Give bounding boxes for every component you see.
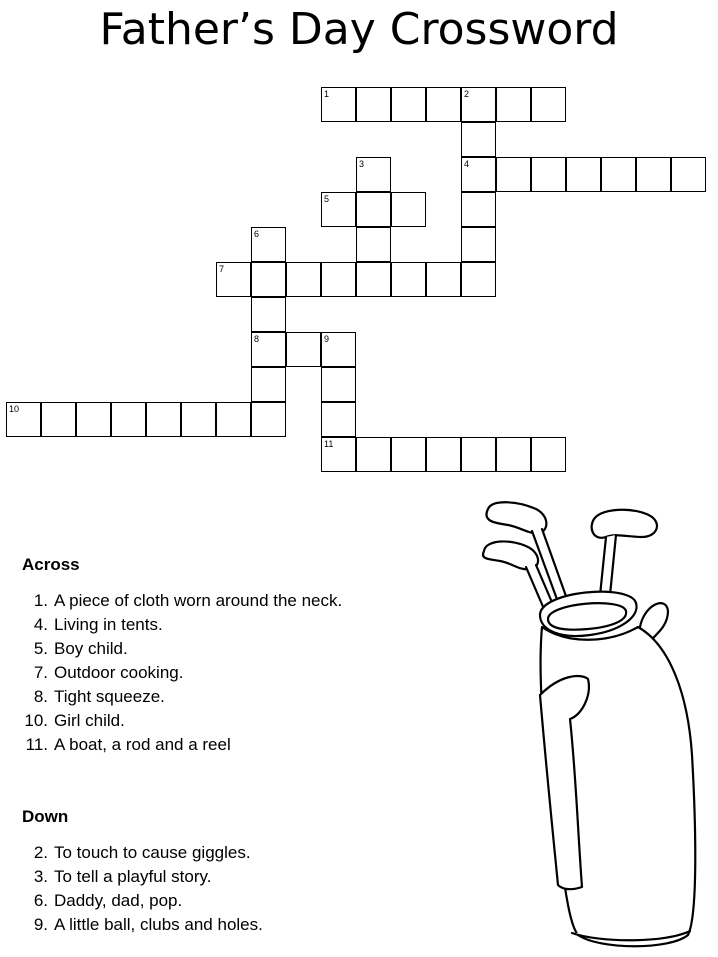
grid-cell[interactable] (461, 227, 496, 262)
clue-number: 10. (24, 711, 48, 730)
down-heading: Down (22, 807, 69, 826)
clue-number: 9 (324, 334, 330, 344)
grid-cell[interactable] (251, 227, 286, 262)
clue-item (8, 915, 263, 935)
clue-item (8, 735, 231, 755)
clue-item (8, 687, 165, 707)
grid-cell[interactable] (356, 157, 391, 192)
grid-cell[interactable] (181, 402, 216, 437)
clue-text: Daddy, dad, pop. (54, 891, 183, 910)
clue-number: 8. (33, 687, 48, 706)
grid-cell[interactable] (356, 192, 391, 227)
clue-text: Outdoor cooking. (54, 663, 184, 682)
grid-cell[interactable] (356, 227, 391, 262)
grid-cell[interactable] (496, 437, 531, 472)
clue-number: 6. (33, 891, 48, 910)
clue-number: 3 (359, 159, 365, 169)
clue-text: A piece of cloth worn around the neck. (54, 591, 343, 610)
clue-item (8, 639, 128, 659)
clue-number: 11. (25, 735, 48, 754)
grid-cell[interactable] (286, 332, 321, 367)
grid-cell[interactable] (286, 262, 321, 297)
grid-cell[interactable] (391, 262, 426, 297)
clue-number: 6 (254, 229, 260, 239)
golf-bag-icon (470, 495, 710, 955)
grid-cell[interactable] (391, 192, 426, 227)
grid-cell[interactable] (496, 157, 531, 192)
clue-number: 4 (464, 159, 470, 169)
grid-cell[interactable] (531, 437, 566, 472)
clue-text: Boy child. (54, 639, 128, 658)
clue-text: To touch to cause giggles. (54, 843, 251, 862)
grid-cell[interactable] (41, 402, 76, 437)
clue-number: 3. (33, 867, 48, 886)
grid-cell[interactable] (356, 262, 391, 297)
grid-cell[interactable] (426, 87, 461, 122)
clue-item (8, 663, 183, 683)
clue-item (8, 591, 342, 611)
grid-cell[interactable] (6, 402, 41, 437)
clue-number: 2. (33, 843, 48, 862)
across-heading: Across (22, 555, 80, 574)
grid-cell[interactable] (671, 157, 706, 192)
grid-cell[interactable] (251, 402, 286, 437)
grid-cell[interactable] (76, 402, 111, 437)
clue-item (8, 615, 163, 635)
grid-cell[interactable] (426, 262, 461, 297)
grid-cell[interactable] (321, 87, 356, 122)
clue-text: Living in tents. (54, 615, 163, 634)
grid-cell[interactable] (496, 87, 531, 122)
grid-cell[interactable] (461, 157, 496, 192)
page-title: Father’s Day Crossword (99, 4, 619, 55)
grid-cell[interactable] (111, 402, 146, 437)
clue-text: A boat, a rod and a reel (54, 735, 231, 754)
clue-number: 11 (324, 439, 334, 449)
clue-text: A little ball, clubs and holes. (54, 915, 263, 934)
clue-number: 2 (464, 89, 470, 99)
grid-cell[interactable] (321, 192, 356, 227)
clue-number: 1. (33, 591, 48, 610)
grid-cell[interactable] (251, 297, 286, 332)
clue-text: Girl child. (54, 711, 125, 730)
grid-cell[interactable] (461, 122, 496, 157)
clue-number: 4. (33, 615, 48, 634)
grid-cell[interactable] (531, 157, 566, 192)
clue-item (8, 891, 182, 911)
grid-cell[interactable] (356, 437, 391, 472)
clue-number: 9. (33, 915, 48, 934)
clue-item (8, 867, 211, 887)
clue-number: 7 (219, 264, 225, 274)
clue-number: 7. (33, 663, 48, 682)
grid-cell[interactable] (461, 87, 496, 122)
grid-cell[interactable] (146, 402, 181, 437)
grid-cell[interactable] (461, 437, 496, 472)
grid-cell[interactable] (391, 437, 426, 472)
grid-cell[interactable] (251, 367, 286, 402)
grid-cell[interactable] (531, 87, 566, 122)
grid-cell[interactable] (216, 402, 251, 437)
grid-cell[interactable] (321, 262, 356, 297)
clue-number: 8 (254, 334, 260, 344)
clue-item (8, 843, 251, 863)
grid-cell[interactable] (566, 157, 601, 192)
grid-cell[interactable] (251, 262, 286, 297)
clue-number: 10 (9, 404, 20, 414)
grid-cell[interactable] (321, 367, 356, 402)
grid-cell[interactable] (426, 437, 461, 472)
clue-number: 5 (324, 194, 330, 204)
clue-number: 5. (33, 639, 48, 658)
grid-cell[interactable] (601, 157, 636, 192)
grid-cell[interactable] (461, 262, 496, 297)
clue-text: To tell a playful story. (54, 867, 212, 886)
grid-cell[interactable] (216, 262, 251, 297)
grid-cell[interactable] (321, 402, 356, 437)
grid-cell[interactable] (461, 192, 496, 227)
grid-cell[interactable] (321, 437, 356, 472)
grid-cell[interactable] (251, 332, 286, 367)
grid-cell[interactable] (636, 157, 671, 192)
clue-number: 1 (324, 89, 330, 99)
clue-text: Tight squeeze. (54, 687, 165, 706)
grid-cell[interactable] (356, 87, 391, 122)
grid-cell[interactable] (391, 87, 426, 122)
clue-item (8, 711, 125, 731)
grid-cell[interactable] (321, 332, 356, 367)
